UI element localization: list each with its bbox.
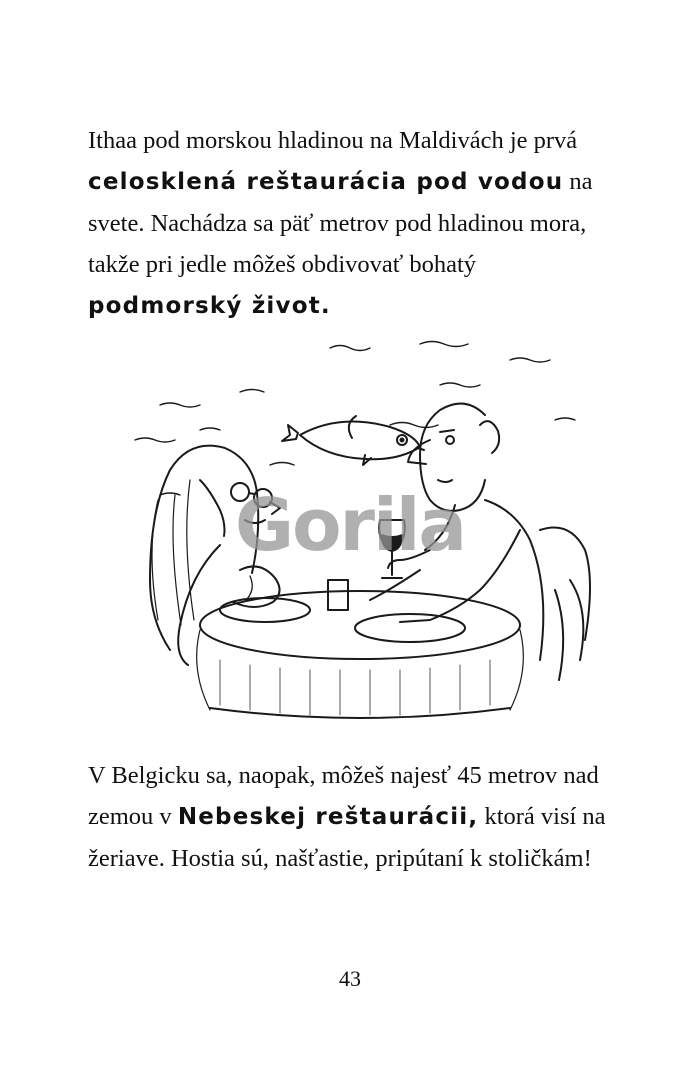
- table-drawing: [197, 580, 524, 718]
- highlight-sky-restaurant: Nebeskej reštaurácii,: [177, 804, 479, 830]
- fish-drawing: [282, 416, 424, 465]
- paragraph-text: ktorá visí na žeriave. Hostia sú, našťastie, pripútaní k stoličkám!: [88, 803, 606, 872]
- paragraph-text: Ithaa pod morskou hladinou na Maldivách je prvá: [88, 127, 578, 154]
- highlight-underwater-life: podmorský život.: [88, 293, 331, 319]
- highlight-glass-restaurant: celosklená reštaurácia pod vodou: [88, 169, 564, 195]
- page-number: 43: [339, 966, 361, 991]
- watermark-logo: Gorila: [234, 483, 465, 567]
- paragraph-belgium: [88, 755, 628, 879]
- chair-drawing: [555, 580, 583, 680]
- water-ripples: [135, 342, 575, 496]
- paragraph-text: na svete. Nachádza sa päť metrov pod hladinou mora, takže pri jedle môžeš obdivovať bohatý: [88, 168, 593, 278]
- paragraph-maldives: [88, 120, 628, 327]
- paragraph-text: V Belgicku sa, naopak, môžeš najesť 45 metrov nad zemou v: [88, 762, 599, 830]
